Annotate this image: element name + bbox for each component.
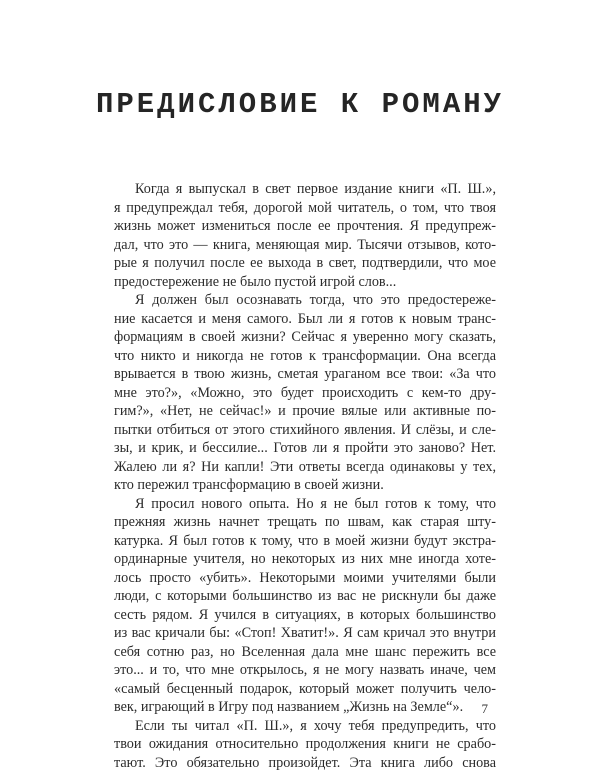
text-line: катурка. Я был готов к тому, что в моей жизни будут экстра-	[114, 532, 496, 551]
body-text	[114, 180, 496, 772]
text-line: Если ты читал «П. Ш.», я хочу тебя предупредить, что	[114, 717, 496, 736]
text-line: твои ожидания относительно продолжения книги не срабо-	[114, 735, 496, 754]
text-line: себя сотню раз, но Вселенная дала мне шанс пережить все	[114, 643, 496, 662]
text-line: люди, с которыми большинство из вас не рискнули бы даже	[114, 587, 496, 606]
text-line: ординарные учителя, но некоторых из них мне иногда хоте-	[114, 550, 496, 569]
text-line: тают. Это обязательно произойдет. Эта книга либо снова	[114, 754, 496, 772]
text-line: мне это?», «Можно, это будет происходить с кем-то дру-	[114, 384, 496, 403]
text-line: зы, и крик, и бессилие... Готов ли я пройти это заново? Нет.	[114, 439, 496, 458]
text-line: пытки отбиться от этого стихийного явления. И слёзы, и сле-	[114, 421, 496, 440]
text-line: Когда я выпускал в свет первое издание книги «П. Ш.»,	[114, 180, 496, 199]
text-line: «самый бесценный подарок, который может получить чело-	[114, 680, 496, 699]
text-line: Я просил нового опыта. Но я не был готов к тому, что	[114, 495, 496, 514]
text-line: дал, что это — книга, меняющая мир. Тысячи отзывов, кото-	[114, 236, 496, 255]
text-line: рые я получил после ее выхода в свет, подтвердили, что мое	[114, 254, 496, 273]
text-line: прежняя жизнь начнет трещать по швам, как старая шту-	[114, 513, 496, 532]
text-line: Жалею ли я? Ни капли! Эти ответы всегда одинаковы у тех,	[114, 458, 496, 477]
text-line: врывается в твою жизнь, сметая ураганом все твои: «За что	[114, 365, 496, 384]
text-line: век, играющий в Игру под названием „Жизнь на Земле“».	[114, 698, 496, 717]
text-line: предостережение не было пустой игрой слов...	[114, 273, 496, 292]
text-line: гим?», «Нет, не сейчас!» и прочие вялые или активные по-	[114, 402, 496, 421]
text-line: из вас кричали бы: «Стоп! Хватит!». Я сам кричал это внутри	[114, 624, 496, 643]
page-number: 7	[482, 701, 489, 717]
text-line: кто пережил трансформацию в своей жизни.	[114, 476, 496, 495]
page-title: ПРЕДИСЛОВИЕ К РОМАНУ	[0, 88, 600, 121]
text-line: Я должен был осознавать тогда, что это предостереже-	[114, 291, 496, 310]
text-line: это... и то, что мне открылось, я не могу назвать иначе, чем	[114, 661, 496, 680]
text-line: жизнь может измениться после ее прочтения. Я предупреж-	[114, 217, 496, 236]
text-line: лось просто «убить». Некоторыми моими учителями были	[114, 569, 496, 588]
text-line: сесть рядом. Я учился в ситуациях, в которых большинство	[114, 606, 496, 625]
text-line: я предупреждал тебя, дорогой мой читатель, о том, что твоя	[114, 199, 496, 218]
text-line: что никто и никогда не готов к трансформации. Она всегда	[114, 347, 496, 366]
text-line: формациям в своей жизни? Сейчас я уверенно могу сказать,	[114, 328, 496, 347]
text-line: ние касается и меня самого. Был ли я готов к новым транс-	[114, 310, 496, 329]
